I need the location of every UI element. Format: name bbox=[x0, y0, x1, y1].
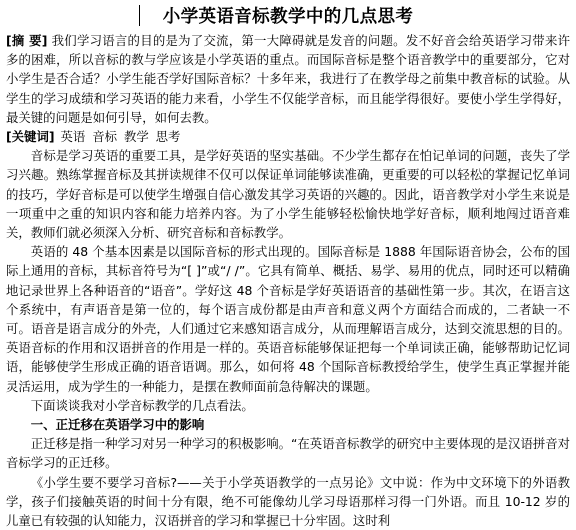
keywords-line bbox=[6, 127, 570, 146]
abstract-paragraph bbox=[6, 31, 570, 127]
abstract-tag: [摘 要] bbox=[6, 33, 48, 48]
keywords-text: 英语 音标 教学 思考 bbox=[60, 129, 181, 145]
body-paragraph-2: 英语的 48 个基本因素是以国际音标的形式出现的。国际音标是 1888 年国际语音协会，公布的国际上通用的音标，其标音符号为“[ ]”或“/ /”。它具有简单、概括、易学、易用的优点，同时还可以精确地记录世界上各种语音的“语音”。学好这 48 个音标是学好英语语音的基础性第一步。其次，在语言这个系统中，有声语音是第一位的，每个语言成份都是由声音和意义两个方面结合而成的，二者缺一不可。语音是语言成分的外壳，人们通过它来感知语言成分，从而理解语言成分，达到交流思想的目的。英语音标的作用和汉语拼音的作用是一样的。英语音标能够保证把每一个单词读正确，能够帮助记忆词语，能够使学生形成正确的语音语调。那么，如何将 48 个国际音标教授给学生，使学生真正掌握并能灵活运用，成为学生的一种能力，是摆在教师面前急待解决的课题。 bbox=[6, 244, 570, 394]
section-heading-1: 一、正迁移在英语学习中的影响 bbox=[30, 417, 205, 433]
text-cursor bbox=[139, 5, 140, 26]
abstract-text: 我们学习语言的目的是为了交流，第一大障碍就是发音的问题。发不好音会给英语学习带来许多的困难，所以音标的教与学应该是小学英语的重点。而国际音标是整个语音教学中的重要部分，它对小学生是否合适？小学生能否学好国际音标？十多年来，我进行了在教学母之前集中教音标的试验。从学生的学习成绩和学习英语的能力来看，小学生不仅能学音标，而且能学得很好。要使小学生学得好，最关键的问题是如何引导，如何去教。 bbox=[6, 33, 570, 125]
body-paragraph-5: 《小学生要不要学习音标?——关于小学英语教学的一点另论》文中说：作为中文环境下的外语教学，孩子们接触英语的时间十分有限，绝不可能像幼儿学习母语那样习得一门外语。而且 10-12 岁的儿童已有较强的认知能力，汉语拼音的学习和掌握已十分牢固。这时利 bbox=[6, 474, 570, 529]
body-paragraph-1: 音标是学习英语的重要工具，是学好英语的坚实基础。不少学生都存在怕记单词的问题，丧失了学习兴趣。熟练掌握音标及其拼读规律不仅可以保证单词能够读准确，更重要的可以轻松的掌握记忆单词的技巧，学好音标是可以使学生增强自信心激发其学习英语的兴趣的。因此，语音教学对小学生来说是一项重中之重的知识内容和能力培养内容。为了小学生能够轻松愉快地学好音标，顺利地闯过语音难关，教师们就必须深入分析、研究音标和音标教学。 bbox=[6, 148, 570, 241]
body-paragraph-4: 正迁移是指一种学习对另一种学习的积极影响。“在英语音标教学的研究中主要体现的是汉语拼音对音标学习的正迁移。 bbox=[6, 436, 571, 471]
document-title: 小学英语音标教学中的几点思考 bbox=[162, 7, 414, 27]
body-paragraph-3: 下面谈谈我对小学音标教学的几点看法。 bbox=[30, 397, 254, 413]
keywords-tag: [关键词] bbox=[6, 129, 55, 145]
